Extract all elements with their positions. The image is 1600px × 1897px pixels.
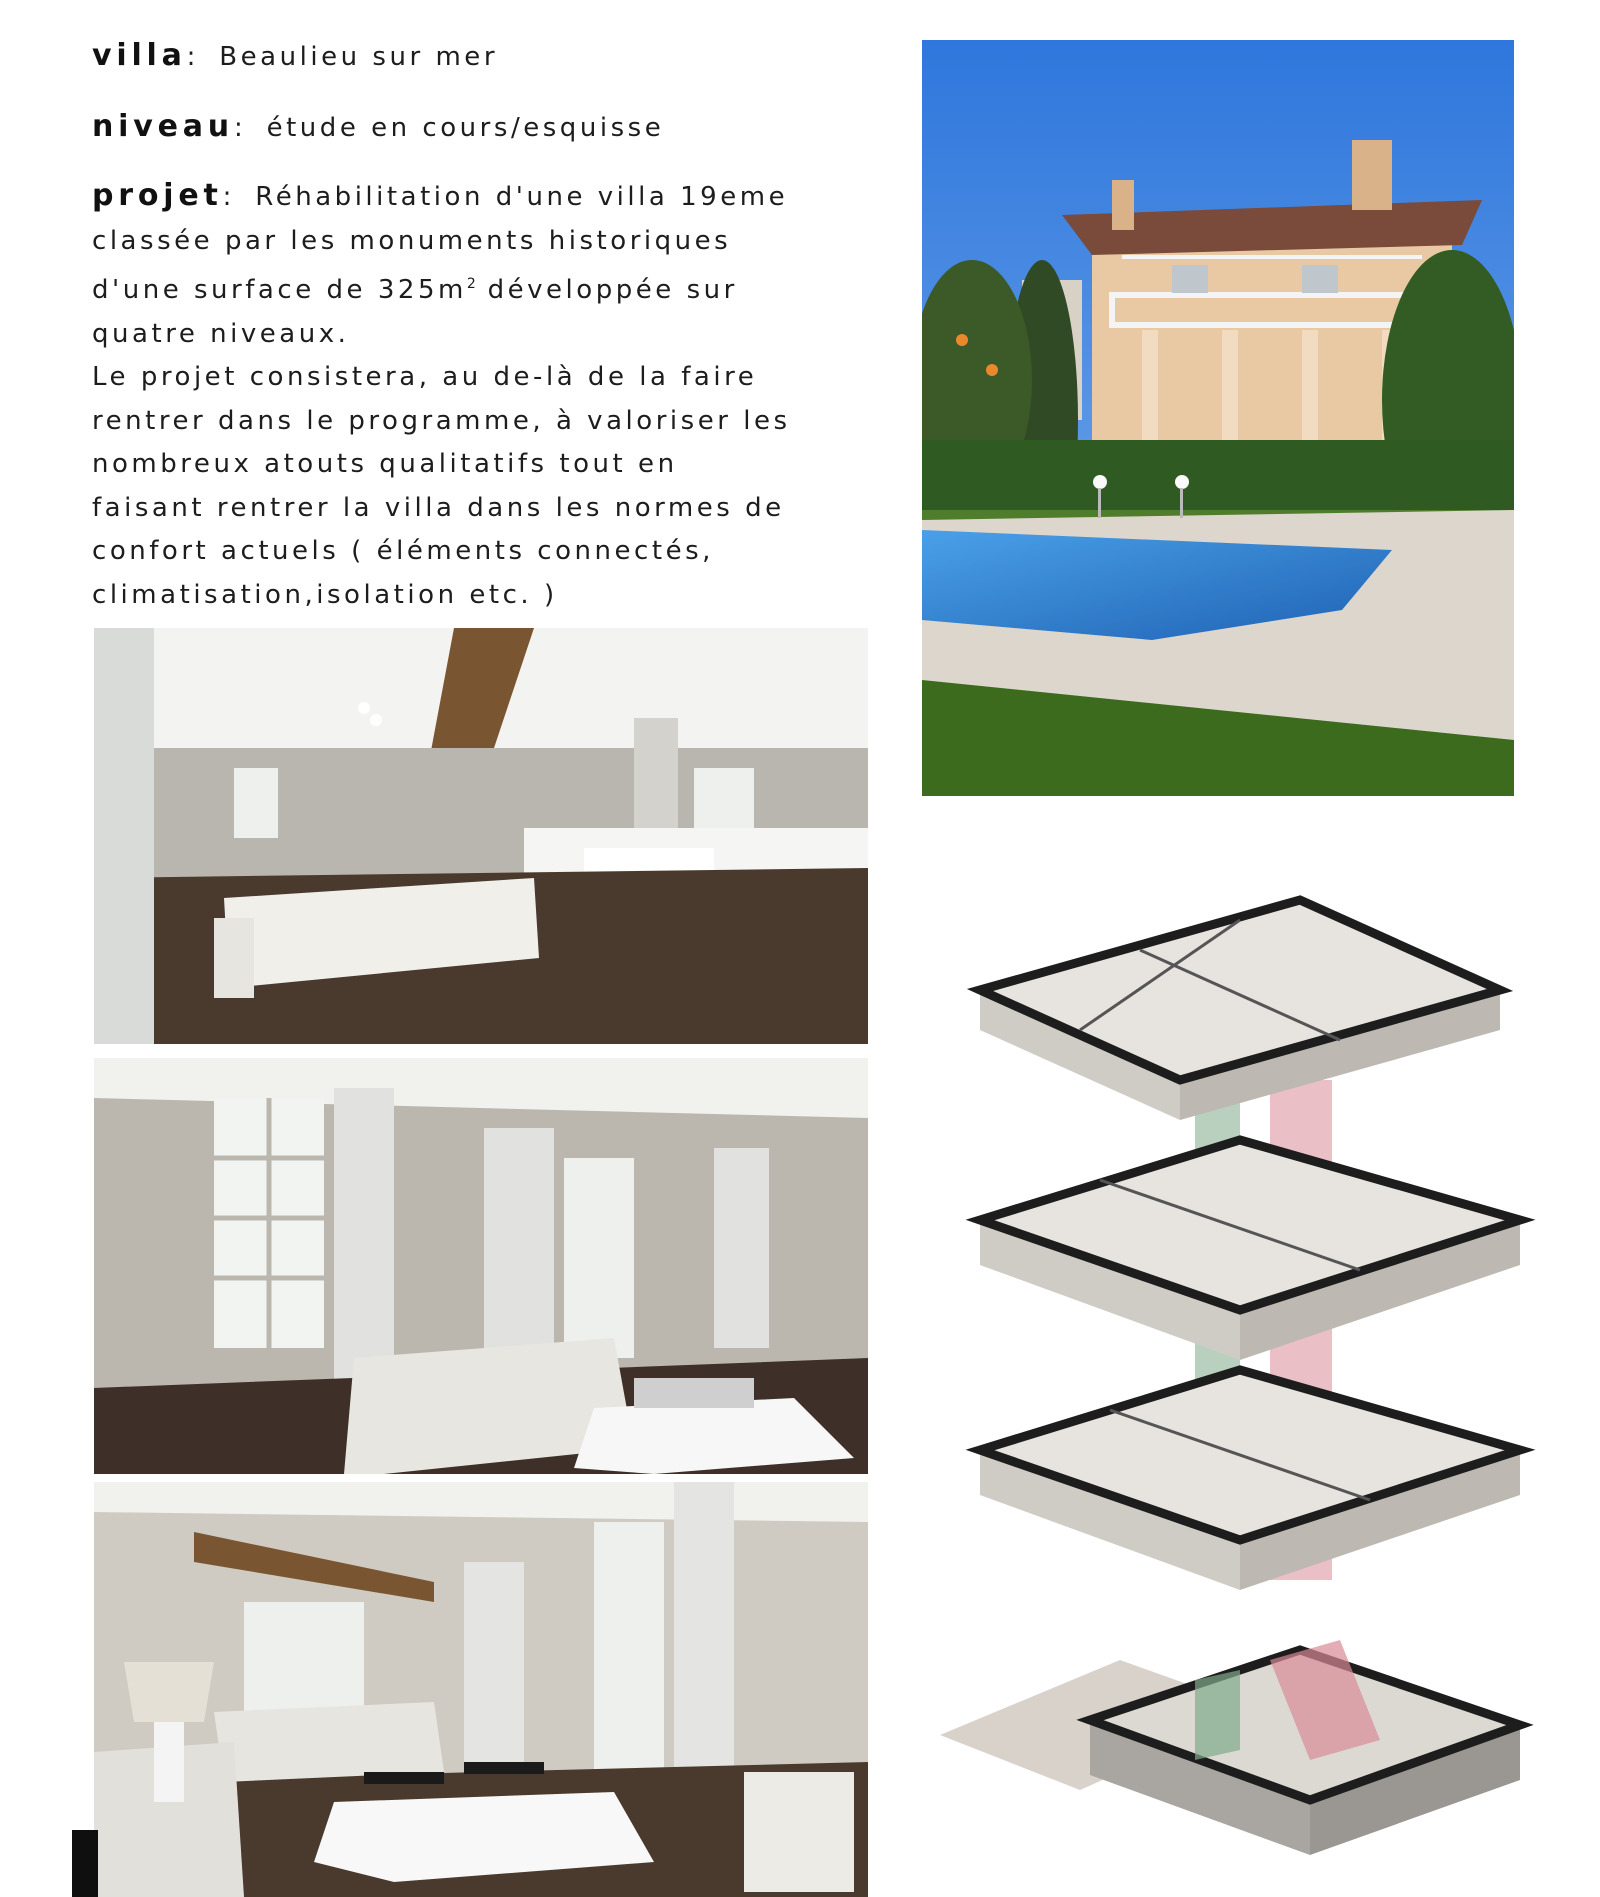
projet-label: projet <box>92 178 223 213</box>
niveau-line: niveau: étude en cours/esquisse <box>92 109 665 144</box>
superscript-2: 2 <box>466 276 476 292</box>
living-room-render <box>94 628 868 1044</box>
project-line-9: confort actuels ( éléments connectés, <box>92 536 714 566</box>
villa-exterior-photo <box>922 40 1514 796</box>
lounge-render <box>94 1058 868 1474</box>
exploded-axonometric-plan <box>940 880 1540 1890</box>
project-line-10: climatisation,isolation etc. ) <box>92 579 558 610</box>
salon-render <box>94 1482 868 1897</box>
project-line-8: faisant rentrer la villa dans les normes de <box>92 492 785 523</box>
villa-label: villa <box>92 38 187 73</box>
project-line-5: Le projet consistera, au de-là de la faire <box>92 362 758 392</box>
project-line-7: nombreux atouts qualitatifs tout en <box>92 449 678 479</box>
project-line-1: Réhabilitation d'une villa 19eme <box>255 182 789 212</box>
project-line-4: quatre niveaux. <box>92 318 350 349</box>
villa-value: Beaulieu sur mer <box>219 42 499 72</box>
corner-decoration <box>72 1830 98 1897</box>
project-line-3b: développée sur <box>475 275 738 305</box>
project-paragraph: projet: Réhabilitation d'une villa 19eme classée par les monuments historiques d'une surface de $325m^2$ développée sur quatre niveaux. Le projet consistera, au de-là de la faire rentrer dans le programme, à valoriser les nombreux atouts qualitatifs tout en faisant rentrer la villa dans les normes de confort actuels ( éléments connectés, climatisation,isolation etc. ) <box>92 178 791 610</box>
project-line-6: rentrer dans le programme, à valoriser les <box>92 405 791 436</box>
niveau-label: niveau <box>92 109 234 144</box>
project-line-3a: d'une surface de 325m <box>92 275 467 305</box>
niveau-value: étude en cours/esquisse <box>266 113 665 143</box>
project-description <box>92 36 832 617</box>
villa-line: villa: Beaulieu sur mer <box>92 38 499 73</box>
project-line-2: classée par les monuments historiques <box>92 225 732 256</box>
